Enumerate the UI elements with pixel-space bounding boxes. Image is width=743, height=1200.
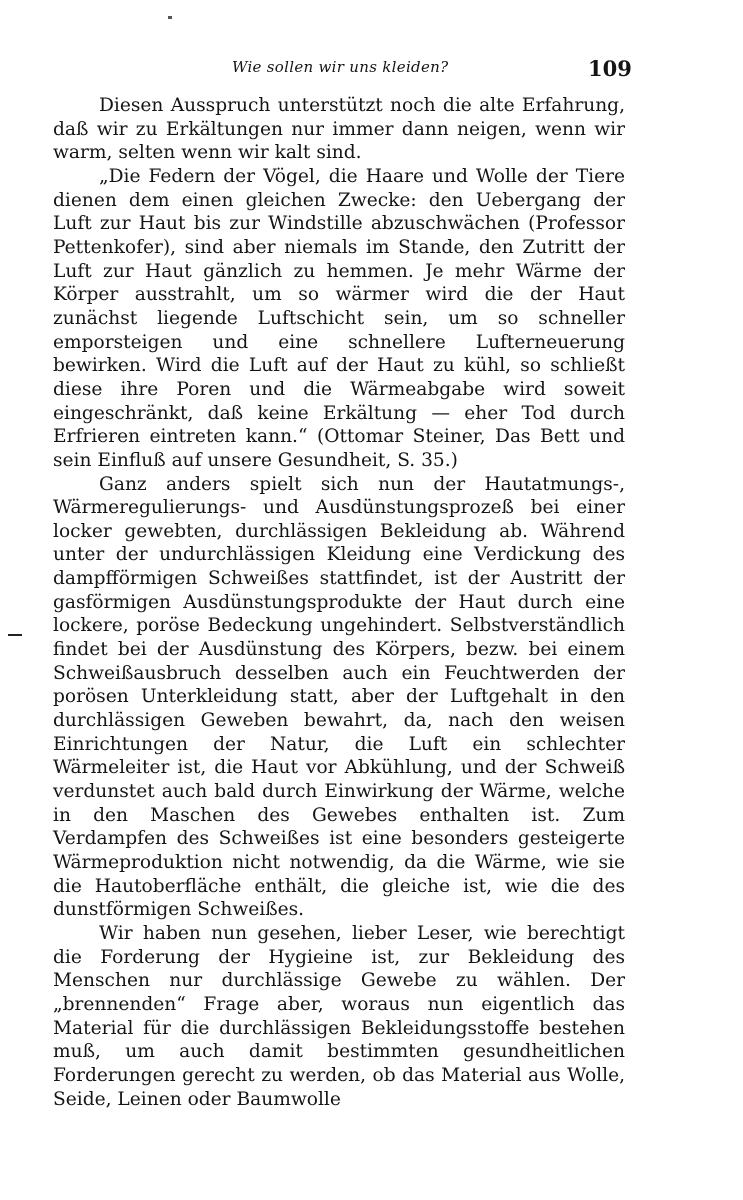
paragraph: Diesen Ausspruch unterstützt noch die alte Erfahrung, daß wir zu Erkältungen nur immer dann neigen, wenn wir warm, selten wenn wir kalt sind.	[53, 95, 625, 164]
page-number: 109	[588, 56, 632, 81]
paragraph: Ganz anders spielt sich nun der Hautatmungs-, Wärmeregulierungs- und Ausdünstungsprozeß bei einer locker gewebten, durchlässigen Bekleidung ab. Während unter der undurchlässigen Kleidung eine Verdickung des dampfförmigen Schweißes stattfindet, ist der Austritt der gasförmigen Ausdünstungsprodukte der Haut durch eine lockere, poröse Bedeckung ungehindert. Selbstverständlich findet bei der Ausdünstung des Körpers, bezw. bei einem Schweißausbruch desselben auch ein Feuchtwerden der porösen Unterkleidung statt, aber der Luftgehalt in den durchlässigen Geweben bewahrt, da, nach den weisen Einrichtungen der Natur, die Luft ein schlechter Wärmeleiter ist, die Haut vor Abkühlung, und der Schweiß verdunstet auch bald durch Einwirkung der Wärme, welche in den Maschen des Gewebes enthalten ist. Zum Verdampfen des Schweißes ist eine besonders gesteigerte Wärmeproduktion nicht notwendig, da die Wärme, wie sie die Hautoberfläche enthält, die gleiche ist, wie die des dunstförmigen Schweißes.	[53, 473, 625, 921]
running-title: Wie sollen wir uns kleiden?	[232, 58, 449, 76]
body-text	[53, 94, 625, 1111]
margin-dash	[8, 634, 22, 636]
paragraph: Wir haben nun gesehen, lieber Leser, wie berechtigt die Forderung der Hygieine ist, zur Bekleidung des Menschen nur durchlässige Gewebe zu wählen. Der „brennenden“ Frage aber, woraus nun eigentlich das Material für die durchlässigen Bekleidungsstoffe bestehen muß, um auch damit bestimmten gesundheitlichen Forderungen gerecht zu werden, ob das Material aus Wolle, Seide, Leinen oder Baumwolle	[53, 922, 625, 1110]
paragraph: „Die Federn der Vögel, die Haare und Wolle der Tiere dienen dem einen gleichen Zwecke: den Uebergang der Luft zur Haut bis zur Windstille abzuschwächen (Professor Pettenkofer), sind aber niemals im Stande, den Zutritt der Luft zur Haut gänzlich zu hemmen. Je mehr Wärme der Körper ausstrahlt, um so wärmer wird die der Haut zunächst liegende Luftschicht sein, um so schneller emporsteigen und eine schnellere Lufterneuerung bewirken. Wird die Luft auf der Haut zu kühl, so schließt diese ihre Poren und die Wärmeabgabe wird soweit eingeschränkt, daß keine Erkältung — eher Tod durch Erfrieren eintreten kann.“ (Ottomar Steiner, Das Bett und sein Einfluß auf unsere Gesundheit, S. 35.)	[53, 165, 625, 471]
print-speck	[168, 16, 172, 19]
